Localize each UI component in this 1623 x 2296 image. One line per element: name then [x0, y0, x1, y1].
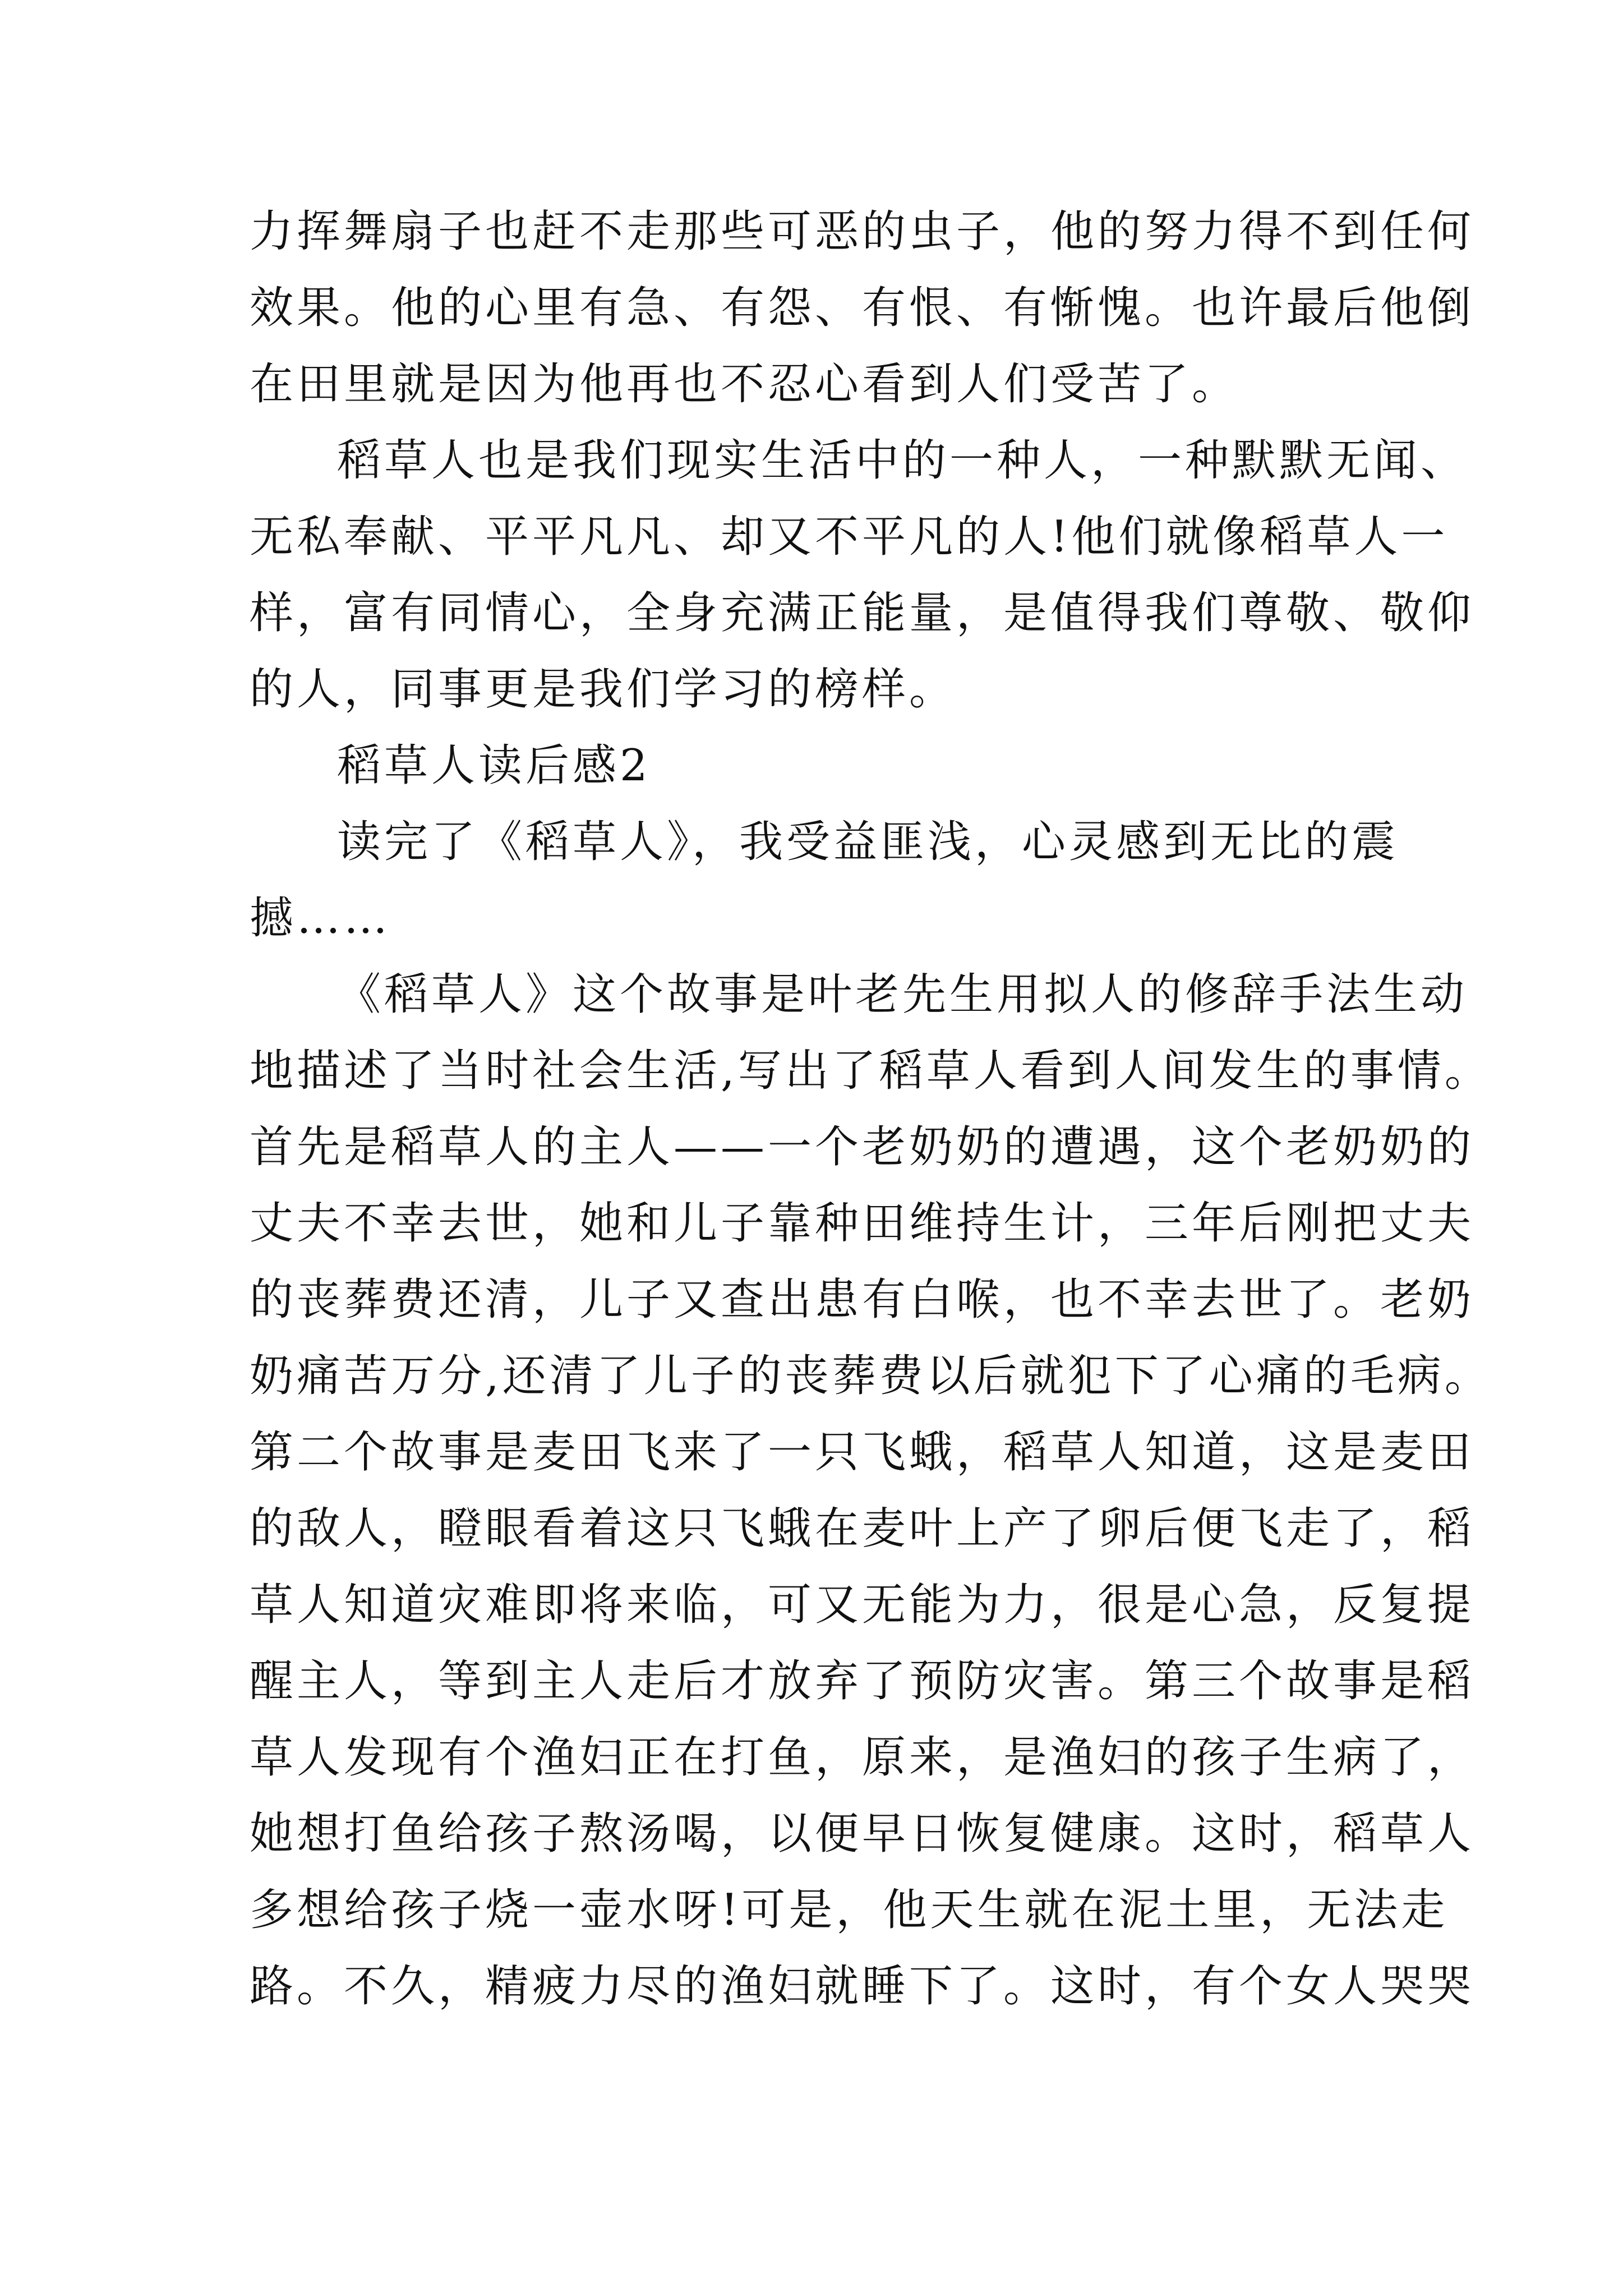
text-line: 的丧葬费还清，儿子又查出患有白喉，也不幸去世了。老奶: [250, 1274, 1475, 1325]
text-line: 的敌人，瞪眼看着这只飞蛾在麦叶上产了卵后便飞走了，稻: [250, 1503, 1475, 1554]
paragraph-start-line: 稻草人也是我们现实生活中的一种人，一种默默无闻、: [337, 435, 1468, 486]
text-line: 丈夫不幸去世，她和儿子靠种田维持生计，三年后刚把丈夫: [250, 1198, 1475, 1249]
text-line: 样，富有同情心，全身充满正能量，是值得我们尊敬、敬仰: [250, 588, 1475, 638]
paragraph-start-line: 《稻草人》这个故事是叶老先生用拟人的修辞手法生动: [337, 969, 1468, 1020]
text-line: 草人发现有个渔妇正在打鱼，原来，是渔妇的孩子生病了，: [250, 1732, 1475, 1783]
text-line: 在田里就是因为他再也不忍心看到人们受苦了。: [250, 359, 1239, 409]
text-line: 首先是稻草人的主人——一个老奶奶的遭遇，这个老奶奶的: [250, 1122, 1475, 1172]
text-line: 的人，同事更是我们学习的榜样。: [250, 664, 957, 715]
section-heading: 稻草人读后感2: [337, 740, 651, 791]
text-line: 第二个故事是麦田飞来了一只飞蛾，稻草人知道，这是麦田: [250, 1427, 1475, 1478]
text-line: 她想打鱼给孩子熬汤喝，以便早日恢复健康。这时，稻草人: [250, 1809, 1475, 1859]
text-line: 多想给孩子烧一壶水呀!可是，他天生就在泥土里，无法走: [250, 1885, 1449, 1935]
text-line: 奶痛苦万分,还清了儿子的丧葬费以后就犯下了心痛的毛病。: [250, 1351, 1492, 1401]
text-line: 草人知道灾难即将来临，可又无能为力，很是心急，反复提: [250, 1580, 1475, 1630]
text-line: 醒主人，等到主人走后才放弃了预防灾害。第三个故事是稻: [250, 1656, 1475, 1706]
text-line: 力挥舞扇子也赶不走那些可恶的虫子，他的努力得不到任何: [250, 206, 1475, 257]
document-body: [250, 206, 1492, 2039]
text-line: 效果。他的心里有急、有怨、有恨、有惭愧。也许最后他倒: [250, 283, 1475, 333]
text-line: 路。不久，精疲力尽的渔妇就睡下了。这时，有个女人哭哭: [250, 1961, 1475, 2012]
text-line: 无私奉献、平平凡凡、却又不平凡的人!他们就像稻草人一: [250, 512, 1449, 562]
text-line: 地描述了当时社会生活,写出了稻草人看到人间发生的事情。: [250, 1046, 1492, 1096]
paragraph-start-line: 读完了《稻草人》，我受益匪浅，心灵感到无比的震: [337, 817, 1399, 867]
text-line: 撼……: [250, 893, 391, 944]
